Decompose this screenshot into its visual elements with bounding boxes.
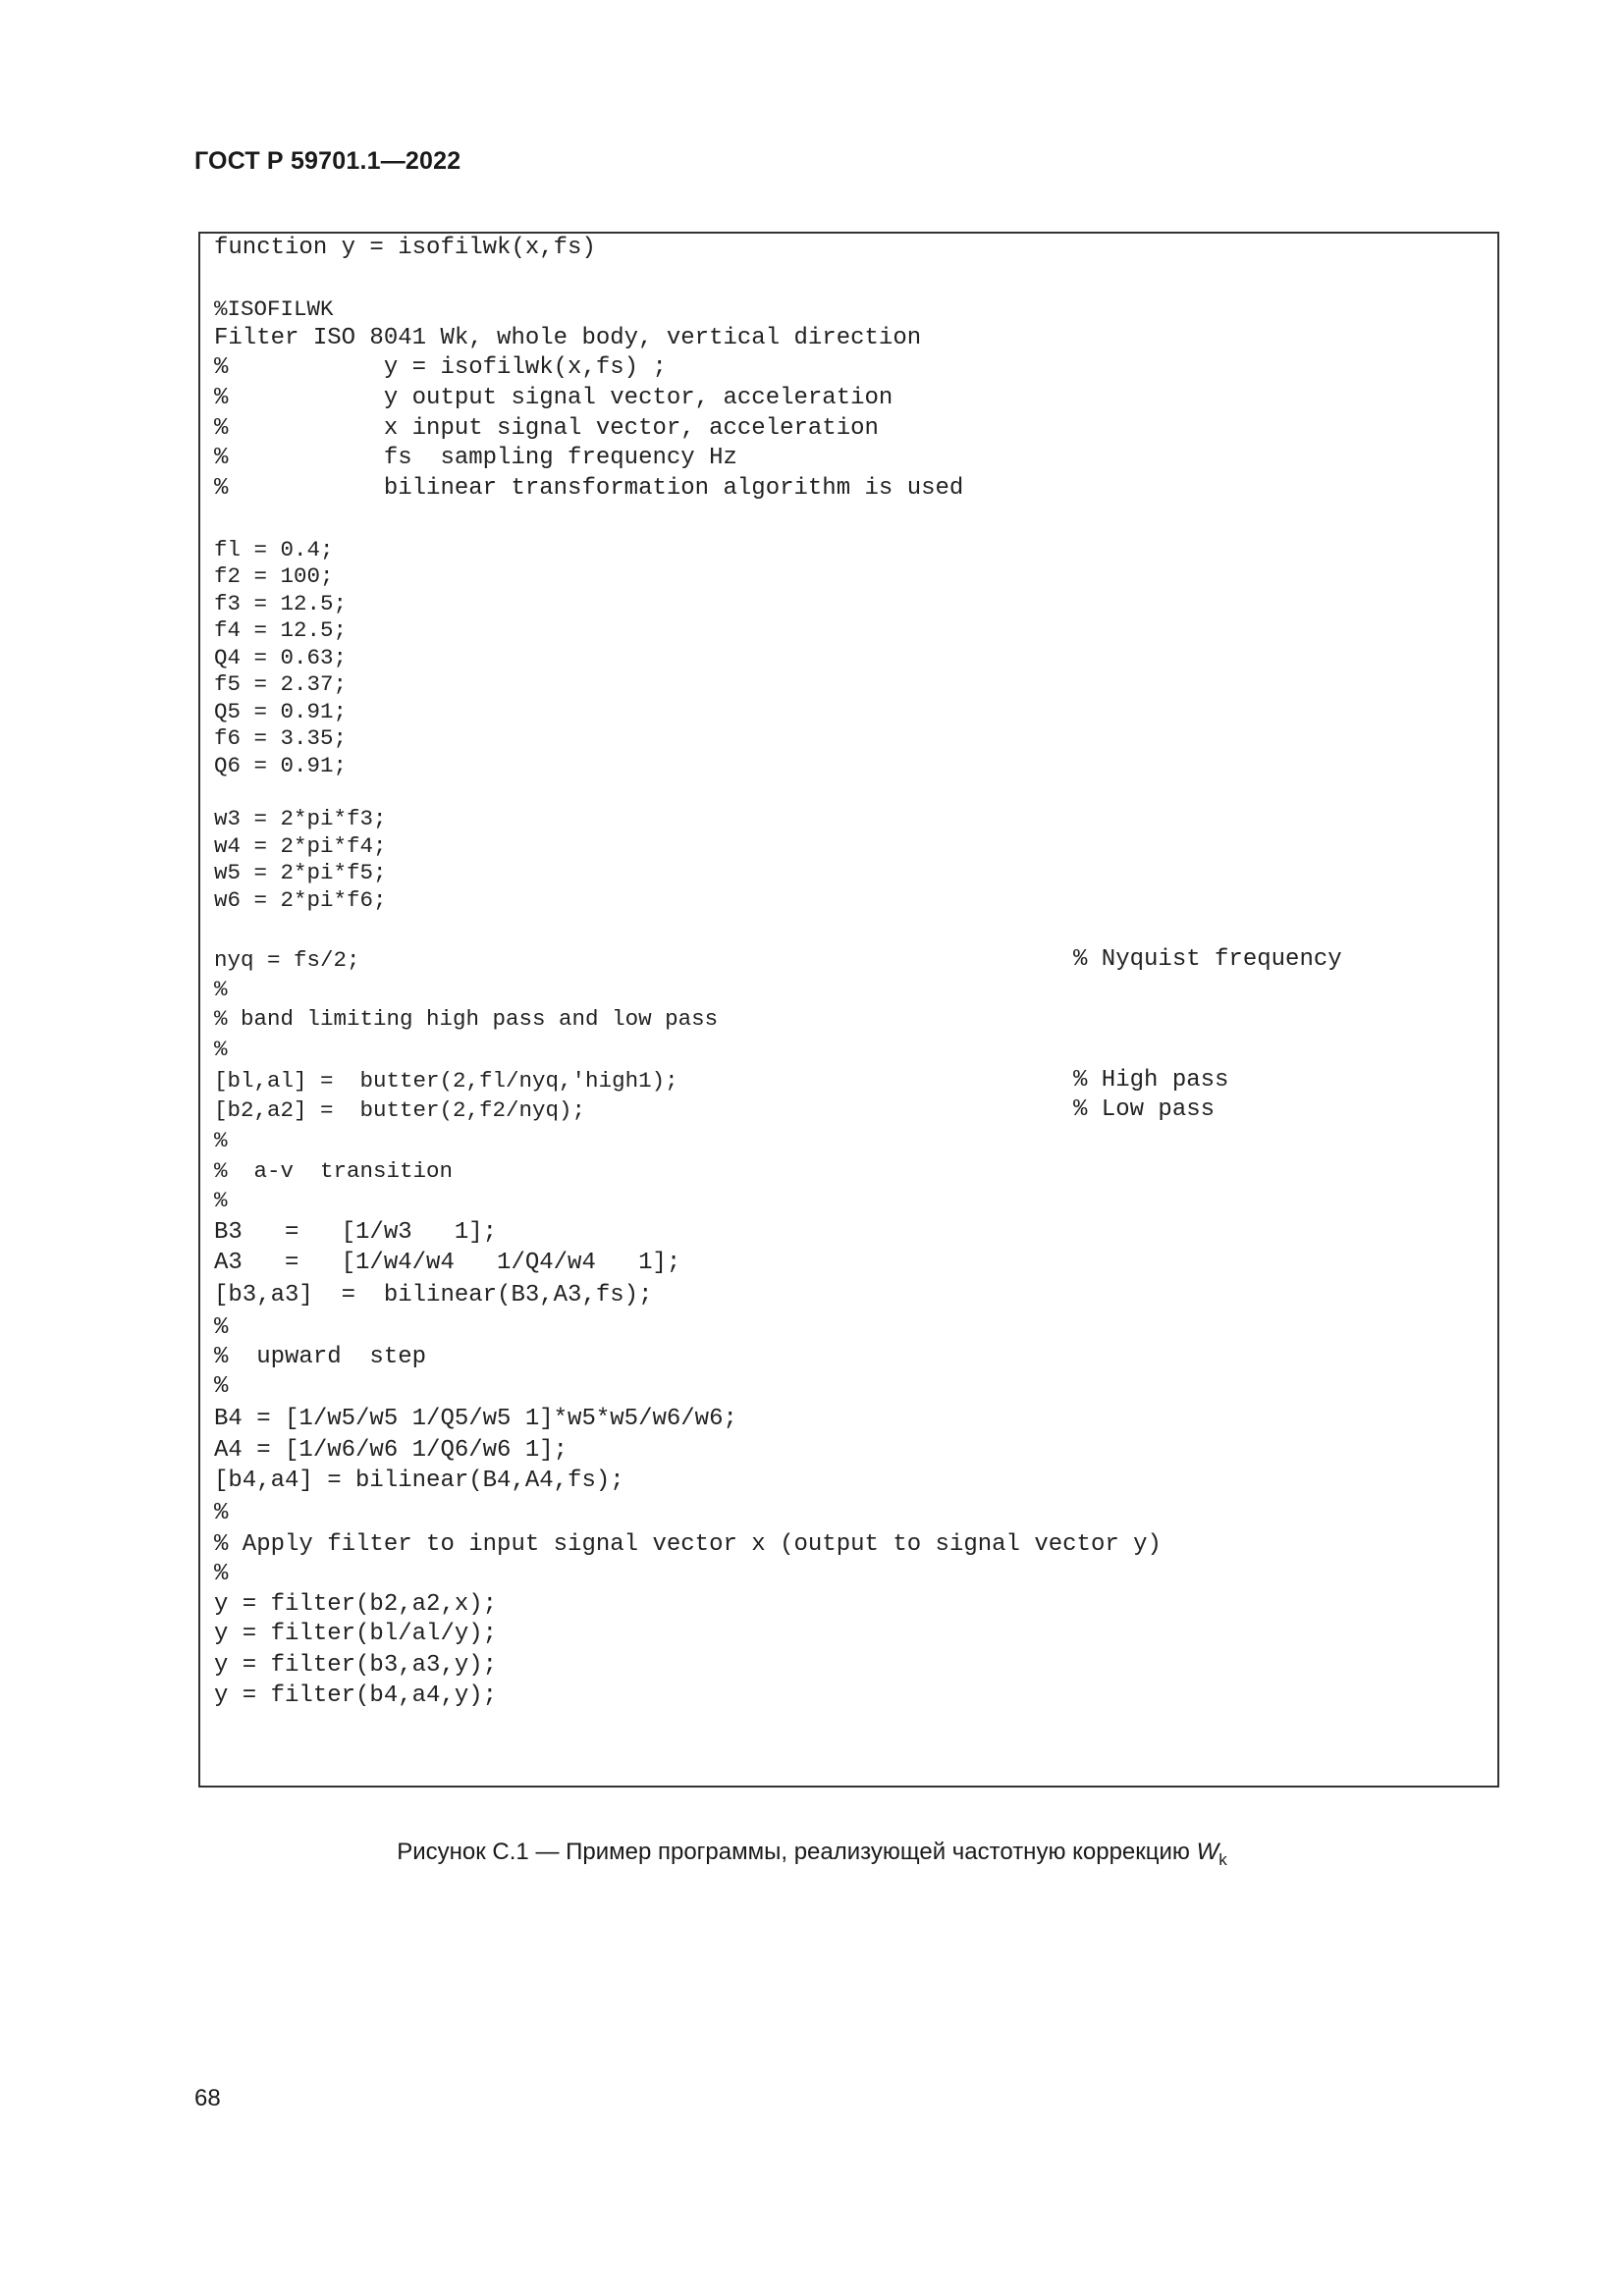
code-line: %	[214, 1128, 228, 1153]
code-line: y = filter(b2,a2,x);	[214, 1591, 498, 1618]
code-line: B4 = [1/w5/w5 1/Q5/w5 1]*w5*w5/w6/w6;	[214, 1406, 737, 1432]
code-line: %	[214, 977, 228, 1002]
document-standard-id: ГОСТ Р 59701.1—2022	[194, 147, 461, 175]
code-line: Filter ISO 8041 Wk, whole body, vertical direction	[214, 325, 922, 351]
code-line: %	[214, 1314, 229, 1341]
code-line: % x input signal vector, acceleration	[214, 415, 879, 442]
comment-high-pass: % High pass	[1073, 1067, 1229, 1094]
code-line: function y = isofilwk(x,fs)	[214, 235, 596, 261]
code-line: % y output signal vector, acceleration	[214, 385, 893, 411]
code-line: [b3,a3] = bilinear(B3,A3,fs);	[214, 1282, 653, 1308]
page-number: 68	[194, 2085, 221, 2111]
code-line: % fs sampling frequency Hz	[214, 445, 737, 471]
code-line: % upward step	[214, 1344, 427, 1370]
code-line: w4 = 2*pi*f4;	[214, 833, 387, 859]
code-line: Q4 = 0.63;	[214, 645, 348, 670]
code-line: w6 = 2*pi*f6;	[214, 887, 387, 913]
code-line: % a-v transition	[214, 1158, 454, 1184]
code-line: %	[214, 1188, 228, 1213]
figure-caption-symbol: W	[1196, 1839, 1219, 1865]
code-line: f3 = 12.5;	[214, 591, 348, 616]
code-line: % band limiting high pass and low pass	[214, 1006, 719, 1032]
figure-caption-text: Рисунок С.1 — Пример программы, реализующей частотную коррекцию	[397, 1839, 1197, 1865]
code-line: fl = 0.4;	[214, 537, 334, 562]
code-line: %	[214, 1037, 228, 1062]
code-line: w3 = 2*pi*f3;	[214, 806, 387, 831]
code-line: y = filter(bl/al/y);	[214, 1621, 498, 1647]
comment-low-pass: % Low pass	[1073, 1096, 1216, 1123]
code-line: % bilinear transformation algorithm is used	[214, 475, 964, 502]
code-line: [b4,a4] = bilinear(B4,A4,fs);	[214, 1468, 624, 1494]
code-line: f4 = 12.5;	[214, 617, 348, 643]
code-line: nyq = fs/2;	[214, 947, 360, 973]
code-line: f6 = 3.35;	[214, 725, 348, 751]
code-line: % y = isofilwk(x,fs) ;	[214, 354, 667, 381]
code-line: A4 = [1/w6/w6 1/Q6/w6 1];	[214, 1437, 568, 1464]
code-line: B3 = [1/w3 1];	[214, 1219, 498, 1246]
code-line: [b2,a2] = butter(2,f2/nyq);	[214, 1097, 586, 1123]
comment-nyquist: % Nyquist frequency	[1073, 946, 1342, 973]
code-line: y = filter(b4,a4,y);	[214, 1682, 498, 1709]
code-line: f5 = 2.37;	[214, 671, 348, 697]
code-line: Q5 = 0.91;	[214, 699, 348, 724]
code-line: [bl,al] = butter(2,fl/nyq,'high1);	[214, 1068, 678, 1094]
code-line: Q6 = 0.91;	[214, 753, 348, 778]
code-line: %	[214, 1373, 229, 1400]
code-line: A3 = [1/w4/w4 1/Q4/w4 1];	[214, 1250, 681, 1276]
code-line: f2 = 100;	[214, 563, 334, 589]
code-line: %ISOFILWK	[214, 296, 334, 322]
code-line: %	[214, 1500, 229, 1526]
code-line: w5 = 2*pi*f5;	[214, 860, 387, 885]
code-line: %	[214, 1561, 229, 1587]
code-line: y = filter(b3,a3,y);	[214, 1652, 498, 1679]
figure-caption	[0, 1839, 1624, 1870]
code-line: % Apply filter to input signal vector x (output to signal vector y)	[214, 1531, 1162, 1558]
figure-caption-subscript: k	[1218, 1850, 1227, 1869]
